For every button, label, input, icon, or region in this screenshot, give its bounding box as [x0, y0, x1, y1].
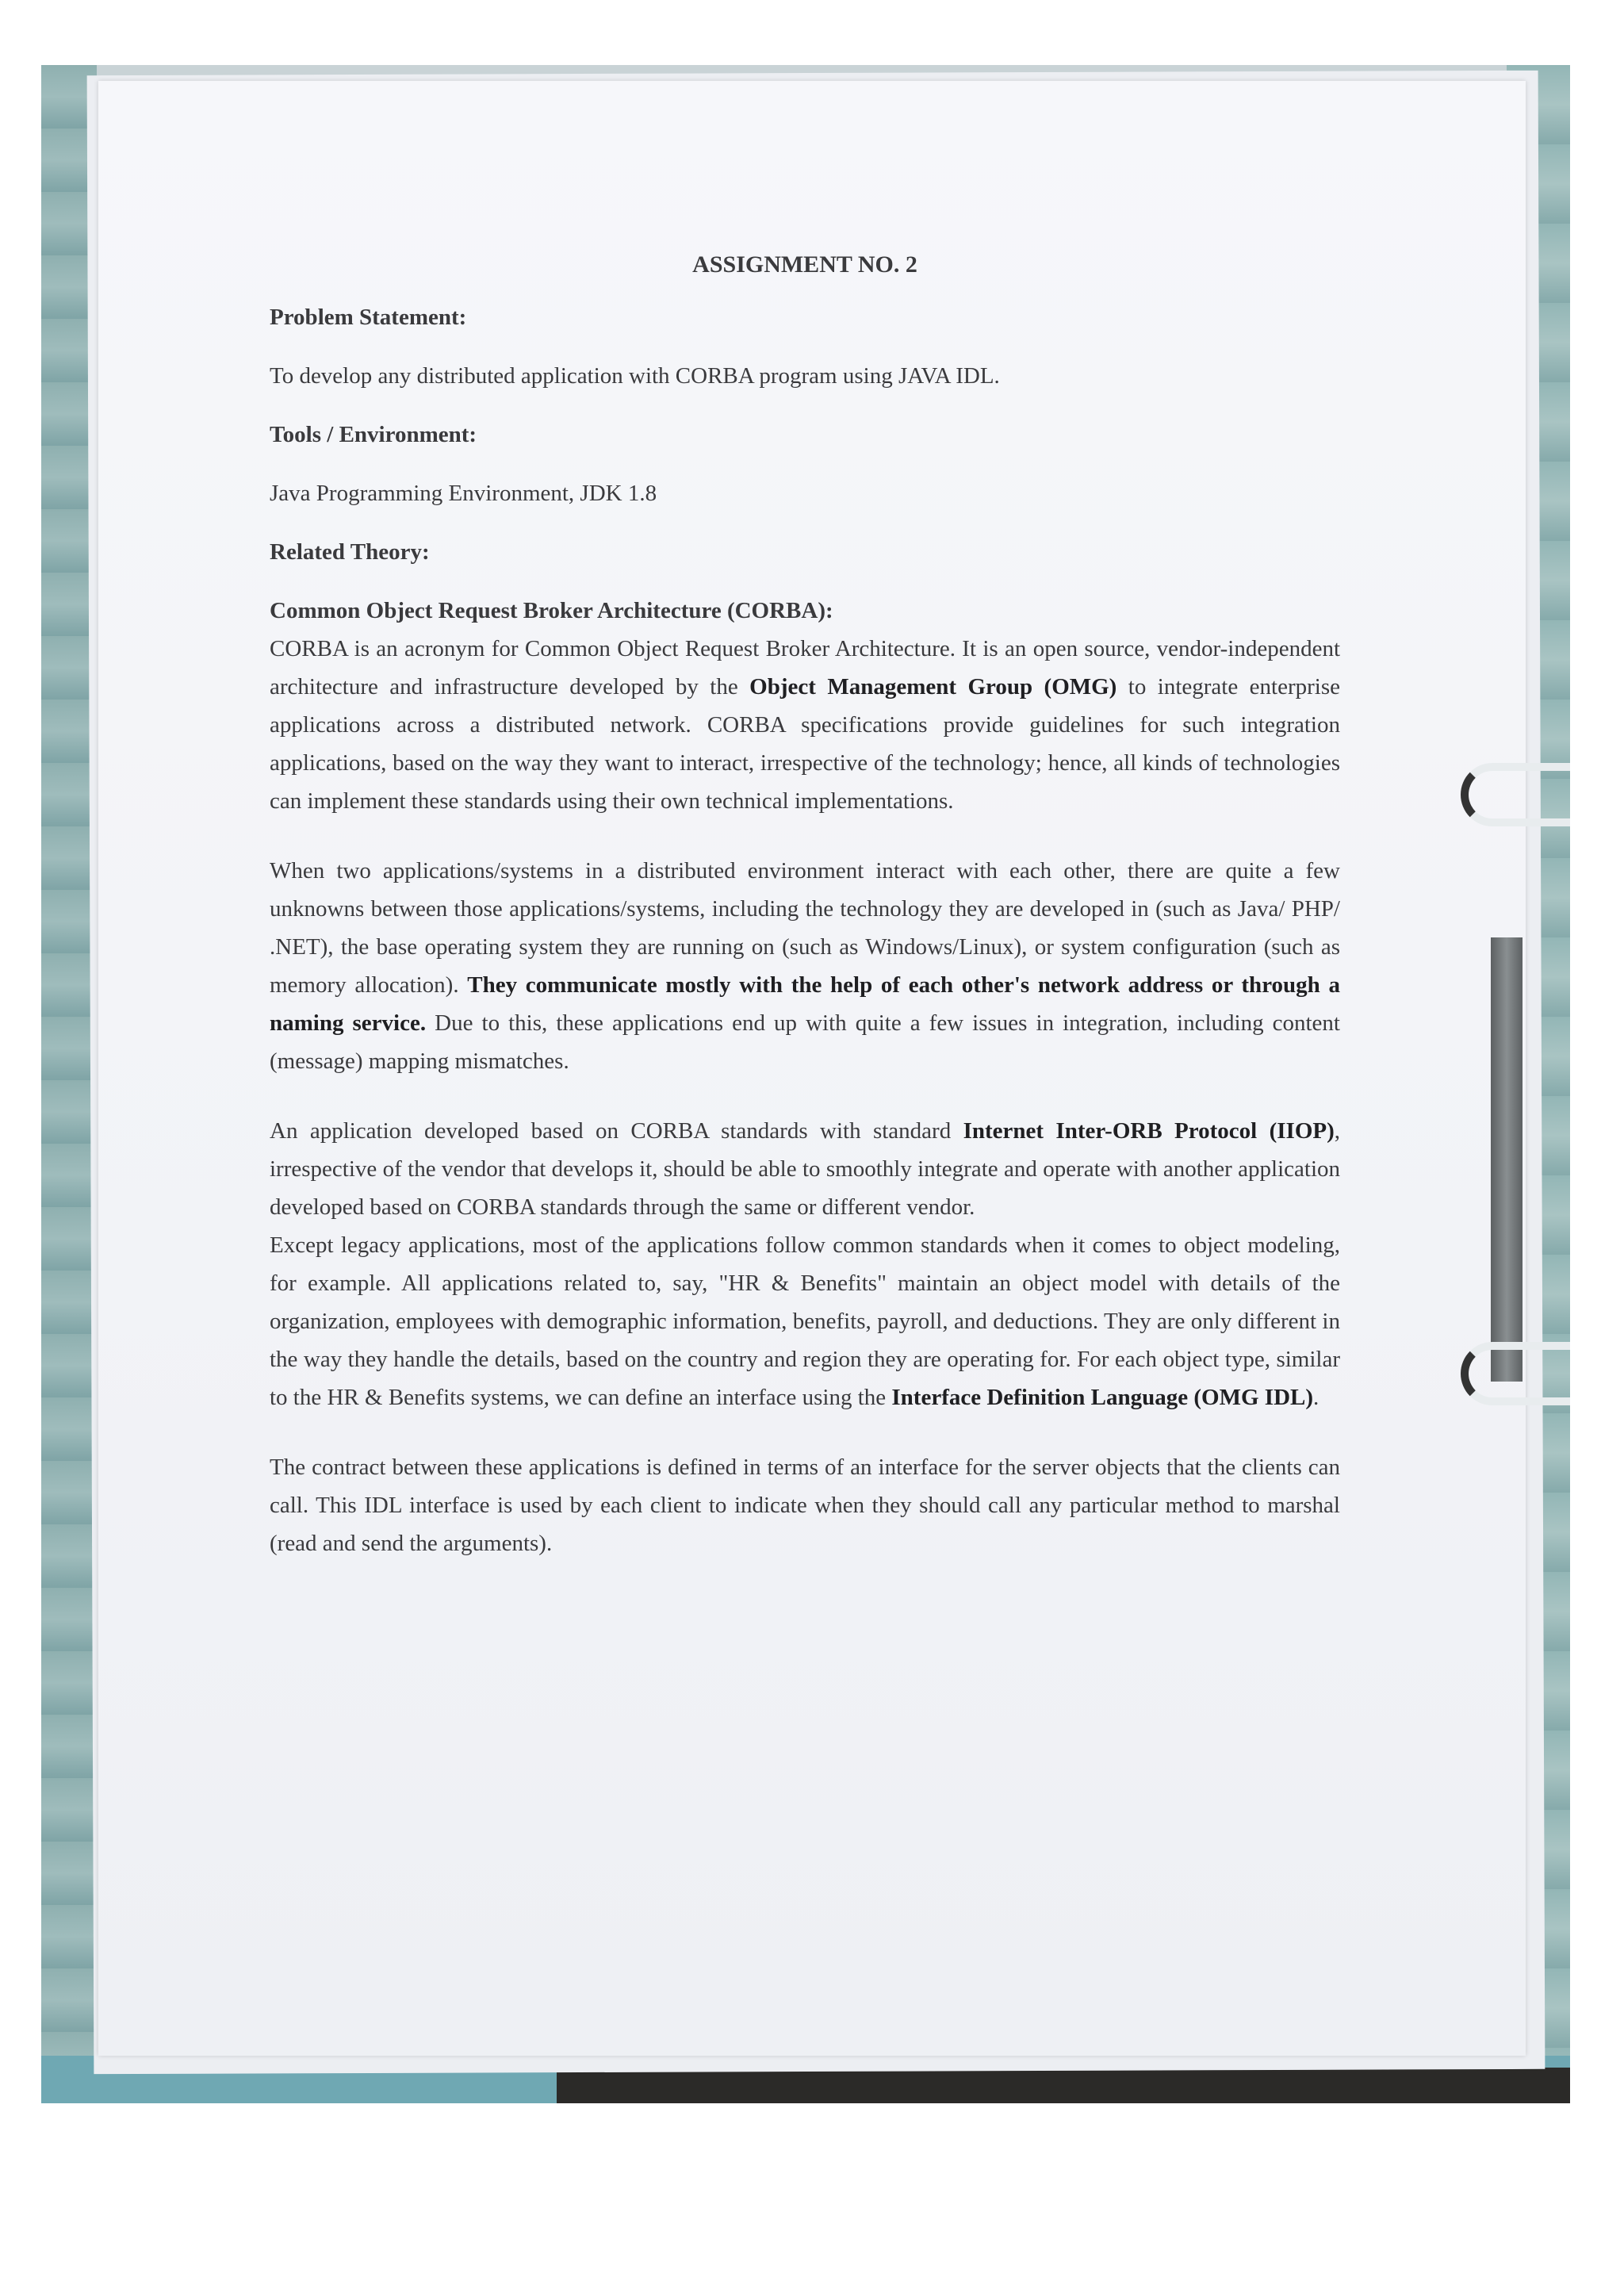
paragraph-distributed-env: When two applications/systems in a distributed environment interact with each other, there are quite a few unknowns between those applications/systems, including the technology they are developed in (such as Java/ PHP/ .NET), the base operating system they are running on (such as Windows/Linux), or system configuration (such as memory allocation). They communicate mostly with the help of each other's network address or through a naming service. Due to this, these applications end up with quite a few issues in integration, including content (message) mapping mismatches. — [270, 858, 1340, 1074]
document-content — [270, 246, 1340, 1562]
problem-statement-heading: Problem Statement: — [270, 305, 467, 330]
paragraph-iiop: An application developed based on CORBA standards with standard Internet Inter-ORB Protocol (IIOP), irrespective of the vendor that develops it, should be able to smoothly integrate and operate with another application developed based on CORBA standards through the same or different vendor. — [270, 1118, 1340, 1220]
theory-heading: Related Theory: — [270, 539, 430, 565]
binder-mechanism — [1491, 937, 1522, 1382]
table-surface — [557, 2068, 1570, 2103]
binder-ring-bottom — [1461, 1342, 1570, 1405]
problem-statement-text: To develop any distributed application with CORBA program using JAVA IDL. — [270, 363, 1000, 389]
binder-ring-top — [1461, 763, 1570, 826]
paragraph-object-modeling: Except legacy applications, most of the applications follow common standards when it comes to object modeling, for example. All applications related to, say, "HR & Benefits" maintain an object model with details of the organization, employees with demographic information, benefits, payroll, and deductions. They are only different in the way they handle the details, based on the country and region they are operating for. For each object type, similar to the HR & Benefits systems, we can define an interface using the Interface Definition Language (OMG IDL). — [270, 1232, 1340, 1410]
paragraph-contract: The contract between these applications is defined in terms of an interface for the server objects that the clients can call. This IDL interface is used by each client to indicate when they should call any particular method to marshal (read and send the arguments). — [270, 1455, 1340, 1556]
document-title: ASSIGNMENT NO. 2 — [692, 251, 917, 278]
tools-text: Java Programming Environment, JDK 1.8 — [270, 481, 657, 506]
corba-heading: Common Object Request Broker Architecture (CORBA): — [270, 598, 833, 623]
paragraph-corba-intro: CORBA is an acronym for Common Object Request Broker Architecture. It is an open source, vendor-independent architecture and infrastructure developed by the Object Management Group (OMG) to integrate enterprise applications across a distributed network. CORBA specifications provide guidelines for such integration applications, based on the way they want to interact, irrespective of the technology; hence, all kinds of technologies can implement these standards using their own technical implementations. — [270, 636, 1340, 814]
tools-heading: Tools / Environment: — [270, 422, 477, 447]
